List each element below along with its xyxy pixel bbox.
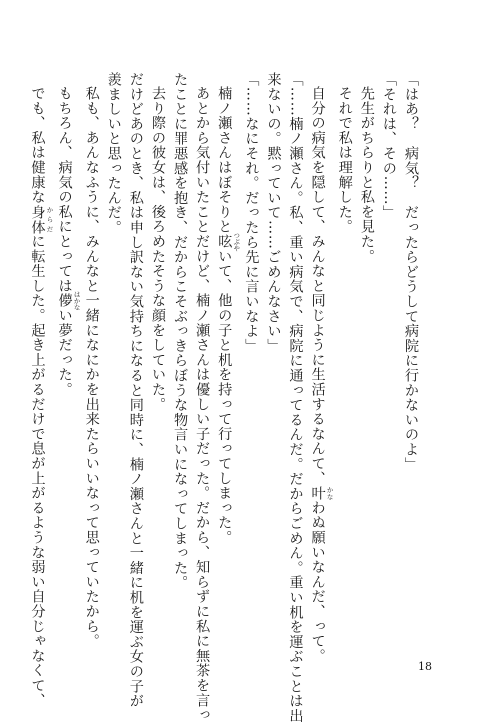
text-segment: 去り際の彼女は、後ろめたそうな顔をしていた。 [149, 86, 166, 412]
text-segment: 楠ノ瀬さんはぼそりと [216, 86, 233, 235]
text-segment: それで私は理解した。 [336, 86, 353, 235]
text-segment: 「はあ？ 病気？ だったらどうして病院に行かないのよ」 [403, 72, 419, 472]
ruby-base: 叶 [309, 485, 326, 501]
text-segment: 先生がちらりと私を見た。 [358, 86, 375, 264]
text-line [103, 72, 125, 632]
text-segment: 自分の病気を隠して、みんなと同じように生活するなんて、 [309, 86, 326, 486]
text-line [262, 72, 284, 632]
text-segment: い夢だった。 [56, 308, 73, 398]
ruby-annotation [29, 204, 54, 235]
text-segment: 「……なにそれ。だったら先に言いなよ」 [243, 72, 260, 354]
ruby-reading: つぶや [232, 231, 241, 252]
text-line [54, 72, 81, 632]
text-segment: もちろん、病気の私にとっては [56, 86, 73, 294]
text-line [307, 72, 334, 664]
text-segment: 来ないの。黙っていて……ごめんなさい」 [265, 72, 282, 354]
text-line [26, 72, 54, 708]
text-segment: 「それは、その……」 [380, 72, 397, 220]
text-segment: わぬ願いなんだ、って。 [309, 500, 326, 664]
text-segment: でも、私は健康な [29, 86, 46, 205]
text-segment: いて、他の子と机を持って行ってしまった。 [216, 249, 233, 545]
text-line [334, 72, 356, 632]
text-line [213, 72, 240, 632]
ruby-annotation [309, 485, 334, 501]
text-line [356, 72, 378, 632]
text-line [240, 72, 262, 632]
text-line [400, 72, 422, 632]
ruby-reading: からだ [45, 204, 54, 235]
text-line [191, 72, 213, 723]
page-number: 18 [418, 660, 432, 673]
text-line [81, 72, 103, 649]
text-segment: に転生した。起き上がるだけで息が上がるような弱い自分じゃなくて、 [29, 234, 46, 708]
body-text [29, 72, 422, 723]
text-segment: 羨ましいと思ったんだ。 [105, 72, 122, 235]
text-segment: 私も、あんなふうに、みんなと一緒になにかを出来たらいいなって思っていたから。 [83, 86, 100, 649]
text-line [169, 72, 191, 632]
ruby-annotation [56, 291, 81, 311]
text-line [378, 72, 400, 632]
ruby-base: 儚 [56, 291, 73, 311]
ruby-reading: かな [325, 485, 334, 501]
text-segment: だけどあのとき、私は申し訳ない気持ちになると同時に、楠ノ瀬さんと一緒に机を運ぶ女の子が [127, 72, 144, 709]
ruby-base: 呟 [216, 231, 233, 252]
ruby-annotation [216, 231, 241, 252]
text-segment: あとから気付いたことだけど、楠ノ瀬さんは優しい子だった。だから、知らずに私に無茶を言っ [194, 86, 211, 723]
text-line [284, 72, 306, 723]
ruby-reading: はかな [72, 291, 81, 311]
text-line [125, 72, 147, 709]
text-segment: 「……楠ノ瀬さん。私、重い病気で、病院に通ってるんだ。だからごめん。重い机を運ぶことは出 [287, 72, 304, 723]
ruby-base: 身体 [29, 204, 46, 235]
text-segment: たことに罪悪感を抱き、だからこそぶっきらぼうな物言いになってしまった。 [172, 72, 189, 590]
text-line [147, 72, 169, 632]
